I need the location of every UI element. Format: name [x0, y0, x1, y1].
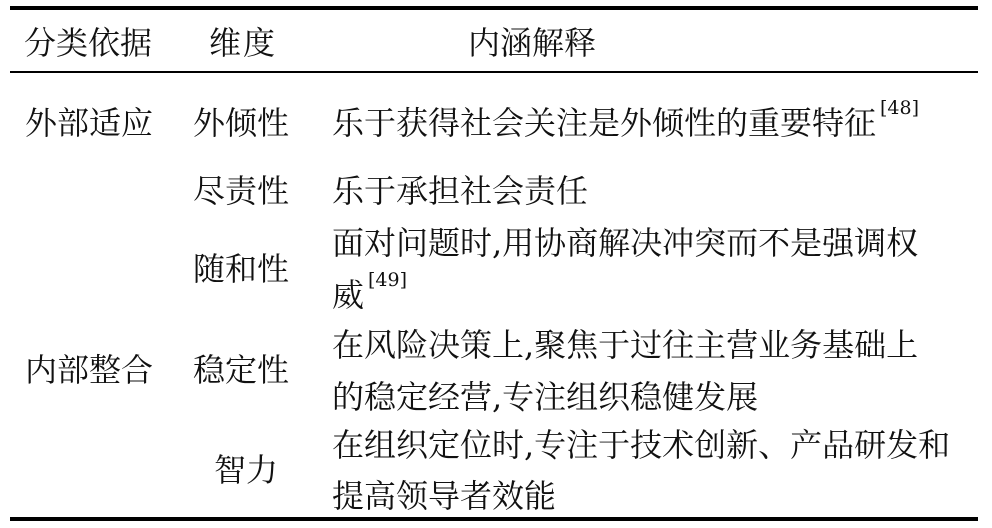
header-rule: [10, 71, 978, 73]
header-dimension: 维度: [209, 24, 278, 62]
explanation-agreeableness-line-2-text: 威: [332, 276, 365, 314]
header-explanation: 内涵解释: [468, 24, 597, 62]
dimension-extraversion: 外倾性: [193, 104, 290, 142]
citation-49: [49]: [368, 269, 408, 291]
explanation-agreeableness-line-1: 面对问题时,用协商解决冲突而不是强调权: [332, 224, 919, 262]
dimension-stability: 稳定性: [193, 351, 290, 389]
dimension-intelligence: 智力: [214, 451, 279, 489]
header-category: 分类依据: [24, 24, 153, 62]
explanation-stability-line-1: 在风险决策上,聚焦于过往主营业务基础上: [332, 326, 919, 364]
explanation-stability-line-2: 的稳定经营,专注组织稳健发展: [332, 378, 759, 416]
explanation-agreeableness-line-2: [332, 269, 408, 314]
explanation-extraversion-line-1: [332, 97, 920, 142]
category-internal-integration: 内部整合: [25, 351, 154, 389]
explanation-extraversion-text: 乐于获得社会关注是外倾性的重要特征: [332, 104, 877, 142]
explanation-intelligence-line-1: 在组织定位时,专注于技术创新、产品研发和: [332, 426, 951, 464]
citation-48: [48]: [880, 97, 920, 119]
dimension-conscientiousness: 尽责性: [193, 172, 290, 210]
top-rule: [10, 6, 978, 10]
explanation-intelligence-line-2: 提高领导者效能: [332, 477, 557, 515]
category-external-adaptation: 外部适应: [25, 104, 154, 142]
explanation-conscientiousness-line-1: 乐于承担社会责任: [332, 172, 589, 210]
bottom-rule: [10, 517, 978, 521]
dimension-agreeableness: 随和性: [193, 250, 290, 288]
